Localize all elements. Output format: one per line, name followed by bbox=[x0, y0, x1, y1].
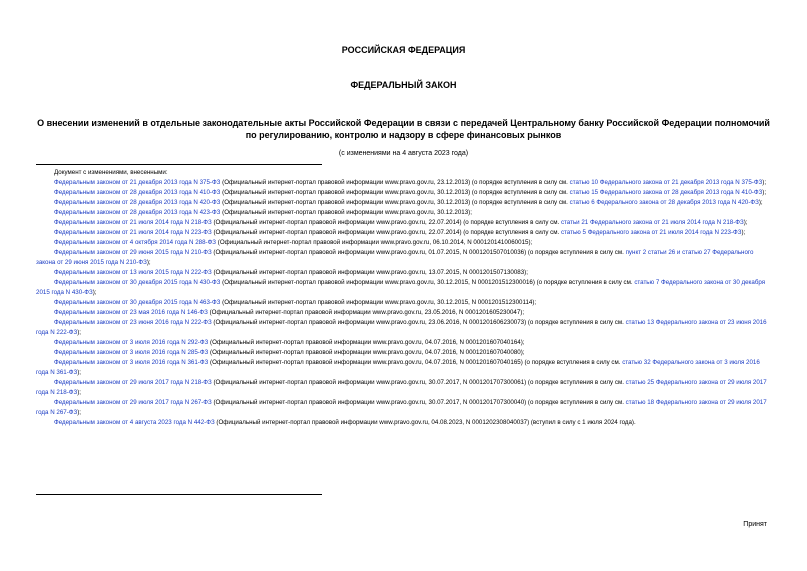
publication-source: (Официальный интернет-портал правовой информации www.pravo.gov.ru, 30.12.2015, N 0001201512300114); bbox=[220, 299, 537, 306]
effective-date-article-link[interactable]: статью 7 Федерального закона от 30 декабря 2015 года N 430-ФЗ bbox=[36, 279, 766, 296]
effective-date-article-link[interactable]: статью 25 Федерального закона от 29 июля 2017 года N 218-ФЗ bbox=[36, 379, 767, 396]
publication-source: (Официальный интернет-портал правовой информации www.pravo.gov.ru, 30.07.2017, N 0001201707300061) (о порядке вступления в силу см. bbox=[211, 379, 626, 386]
closing-punctuation: ); bbox=[758, 199, 763, 206]
amending-law-link[interactable]: Федеральным законом от 30 декабря 2015 года N 430-ФЗ bbox=[54, 279, 221, 286]
amending-law-link[interactable]: Федеральным законом от 23 мая 2016 года N 146-ФЗ bbox=[54, 309, 208, 316]
closing-punctuation: ); bbox=[146, 259, 151, 266]
edition-note: (с изменениями на 4 августа 2023 года) bbox=[338, 150, 469, 157]
change-item bbox=[36, 188, 771, 198]
publication-source: (Официальный интернет-портал правовой информации www.pravo.gov.ru, 30.07.2017, N 0001201707300040) (о порядке вступления в силу см. bbox=[211, 399, 626, 406]
amending-law-link[interactable]: Федеральным законом от 3 июля 2016 года N 285-ФЗ bbox=[54, 349, 209, 356]
amending-law-link[interactable]: Федеральным законом от 28 декабря 2013 года N 420-ФЗ bbox=[54, 199, 221, 206]
accepted-label: Принят bbox=[743, 521, 767, 528]
change-item bbox=[36, 308, 771, 318]
change-item bbox=[36, 278, 771, 298]
publication-source: (Официальный интернет-портал правовой информации www.pravo.gov.ru, 13.07.2015, N 0001201507130083); bbox=[211, 269, 528, 276]
amending-law-link[interactable]: Федеральным законом от 3 июля 2016 года N 292-ФЗ bbox=[54, 339, 209, 346]
publication-source: (Официальный интернет-портал правовой информации www.pravo.gov.ru, 23.06.2016, N 0001201606230073) (о порядке вступления в силу см. bbox=[211, 319, 626, 326]
closing-punctuation: ); bbox=[743, 219, 748, 226]
change-item bbox=[36, 228, 771, 238]
change-item bbox=[36, 418, 771, 428]
change-item bbox=[36, 318, 771, 338]
amending-law-link[interactable]: Федеральным законом от 23 июня 2016 года N 222-ФЗ bbox=[54, 319, 212, 326]
amending-law-link[interactable]: Федеральным законом от 13 июля 2015 года N 222-ФЗ bbox=[54, 269, 212, 276]
change-item bbox=[36, 398, 771, 418]
closing-punctuation: ); bbox=[741, 229, 746, 236]
publication-source: (Официальный интернет-портал правовой информации www.pravo.gov.ru, 23.05.2016, N 0001201605230047); bbox=[207, 309, 525, 316]
publication-source: (Официальный интернет-портал правовой информации www.pravo.gov.ru, 30.12.2015, N 0001201512300016) (о порядке вступления в силу см. bbox=[220, 279, 635, 286]
change-item bbox=[36, 208, 771, 218]
amending-law-link[interactable]: Федеральным законом от 28 декабря 2013 года N 423-ФЗ bbox=[54, 209, 221, 216]
publication-source: (Официальный интернет-портал правовой информации www.pravo.gov.ru, 22.07.2014) (о порядке вступления в силу см. bbox=[211, 229, 561, 236]
publication-source: (Официальный интернет-портал правовой информации www.pravo.gov.ru, 06.10.2014, N 0001201410060015); bbox=[216, 239, 533, 246]
closing-punctuation: ); bbox=[77, 369, 81, 376]
publication-source: (Официальный интернет-портал правовой информации www.pravo.gov.ru, 30.12.2013); bbox=[220, 209, 472, 216]
effective-date-article-link[interactable]: статью 18 Федерального закона от 29 июля 2017 года N 267-ФЗ bbox=[36, 399, 767, 416]
changes-intro: Документ с изменениями, внесенными: bbox=[54, 169, 168, 176]
change-item bbox=[36, 198, 771, 208]
amending-law-link[interactable]: Федеральным законом от 21 июля 2014 года N 218-ФЗ bbox=[54, 219, 212, 226]
amending-law-link[interactable]: Федеральным законом от 30 декабря 2015 года N 463-ФЗ bbox=[54, 299, 221, 306]
amending-law-link[interactable]: Федеральным законом от 4 августа 2023 года N 442-ФЗ bbox=[54, 419, 215, 426]
effective-date-article-link[interactable]: пункт 2 статьи 26 и статью 27 Федерального закона от 29 июня 2015 года N 210-ФЗ bbox=[36, 249, 754, 266]
amending-law-link[interactable]: Федеральным законом от 28 декабря 2013 года N 410-ФЗ bbox=[54, 189, 221, 196]
document-type-heading: ФЕДЕРАЛЬНЫЙ ЗАКОН bbox=[350, 80, 457, 90]
effective-date-article-link[interactable]: статью 13 Федерального закона от 23 июня 2016 года N 222-ФЗ bbox=[36, 319, 767, 336]
change-item bbox=[36, 298, 771, 308]
publication-source: (Официальный интернет-портал правовой информации www.pravo.gov.ru, 30.12.2013) (о порядке вступления в силу см. bbox=[220, 199, 570, 206]
publication-source: (Официальный интернет-портал правовой информации www.pravo.gov.ru, 04.07.2016, N 0001201607040080); bbox=[208, 349, 525, 356]
change-item bbox=[36, 378, 771, 398]
closing-punctuation: ); bbox=[92, 289, 97, 296]
publication-source: (Официальный интернет-портал правовой информации www.pravo.gov.ru, 04.08.2023, N 0001202308040037) (вступил в силу с 1 июля 2024 года). bbox=[214, 419, 636, 426]
change-item bbox=[36, 238, 771, 248]
closing-punctuation: ); bbox=[762, 189, 767, 196]
country-heading: РОССИЙСКАЯ ФЕДЕРАЦИЯ bbox=[341, 45, 466, 55]
changes-list bbox=[36, 168, 771, 428]
change-item bbox=[36, 358, 771, 378]
change-item bbox=[36, 338, 771, 348]
closing-punctuation: ); bbox=[77, 409, 81, 416]
publication-source: (Официальный интернет-портал правовой информации www.pravo.gov.ru, 04.07.2016, N 0001201607040164); bbox=[208, 339, 525, 346]
closing-punctuation: ); bbox=[762, 179, 767, 186]
effective-date-article-link[interactable]: статью 10 Федерального закона от 21 декабря 2013 года N 375-ФЗ bbox=[569, 179, 763, 186]
publication-source: (Официальный интернет-портал правовой информации www.pravo.gov.ru, 30.12.2013) (о порядке вступления в силу см. bbox=[220, 189, 570, 196]
change-item bbox=[36, 178, 771, 188]
publication-source: (Официальный интернет-портал правовой информации www.pravo.gov.ru, 04.07.2016, N 0001201607040165) (о порядке вступления в силу см. bbox=[208, 359, 623, 366]
law-title: О внесении изменений в отдельные законодательные акты Российской Федерации в связи с передачей Центральному банку Российской Федерации полномочий по регулированию, контролю и надзору в сфере финансовых рынков bbox=[37, 118, 770, 140]
amending-law-link[interactable]: Федеральным законом от 29 июня 2015 года N 210-ФЗ bbox=[54, 249, 212, 256]
effective-date-article-link[interactable]: статью 15 Федерального закона от 28 декабря 2013 года N 410-ФЗ bbox=[569, 189, 763, 196]
amending-law-link[interactable]: Федеральным законом от 4 октября 2014 года N 288-ФЗ bbox=[54, 239, 217, 246]
closing-punctuation: ); bbox=[77, 389, 81, 396]
changes-bottom-divider bbox=[36, 494, 322, 495]
effective-date-article-link[interactable]: статью 32 Федерального закона от 3 июля 2016 года N 361-ФЗ bbox=[36, 359, 760, 376]
publication-source: (Официальный интернет-портал правовой информации www.pravo.gov.ru, 01.07.2015, N 0001201507010036) (о порядке вступления в силу см. bbox=[211, 249, 626, 256]
amending-law-link[interactable]: Федеральным законом от 29 июля 2017 года N 218-ФЗ bbox=[54, 379, 212, 386]
publication-source: (Официальный интернет-портал правовой информации www.pravo.gov.ru, 22.07.2014) (о порядке вступления в силу см. bbox=[211, 219, 561, 226]
amending-law-link[interactable]: Федеральным законом от 29 июля 2017 года N 267-ФЗ bbox=[54, 399, 212, 406]
amending-law-link[interactable]: Федеральным законом от 21 декабря 2013 года N 375-ФЗ bbox=[54, 179, 221, 186]
changes-top-divider bbox=[36, 164, 322, 165]
publication-source: (Официальный интернет-портал правовой информации www.pravo.gov.ru, 23.12.2013) (о порядке вступления в силу см. bbox=[220, 179, 570, 186]
effective-date-article-link[interactable]: статьи 21 Федерального закона от 21 июля 2014 года N 218-ФЗ bbox=[560, 219, 744, 226]
change-item bbox=[36, 218, 771, 228]
closing-punctuation: ); bbox=[77, 329, 81, 336]
amending-law-link[interactable]: Федеральным законом от 3 июля 2016 года N 361-ФЗ bbox=[54, 359, 209, 366]
changes-items bbox=[36, 178, 771, 428]
change-item bbox=[36, 268, 771, 278]
effective-date-article-link[interactable]: статью 6 Федерального закона от 28 декабря 2013 года N 420-ФЗ bbox=[569, 199, 759, 206]
effective-date-article-link[interactable]: статью 5 Федерального закона от 21 июля 2014 года N 223-ФЗ bbox=[560, 229, 742, 236]
change-item bbox=[36, 348, 771, 358]
amending-law-link[interactable]: Федеральным законом от 21 июля 2014 года N 223-ФЗ bbox=[54, 229, 212, 236]
change-item bbox=[36, 248, 771, 268]
